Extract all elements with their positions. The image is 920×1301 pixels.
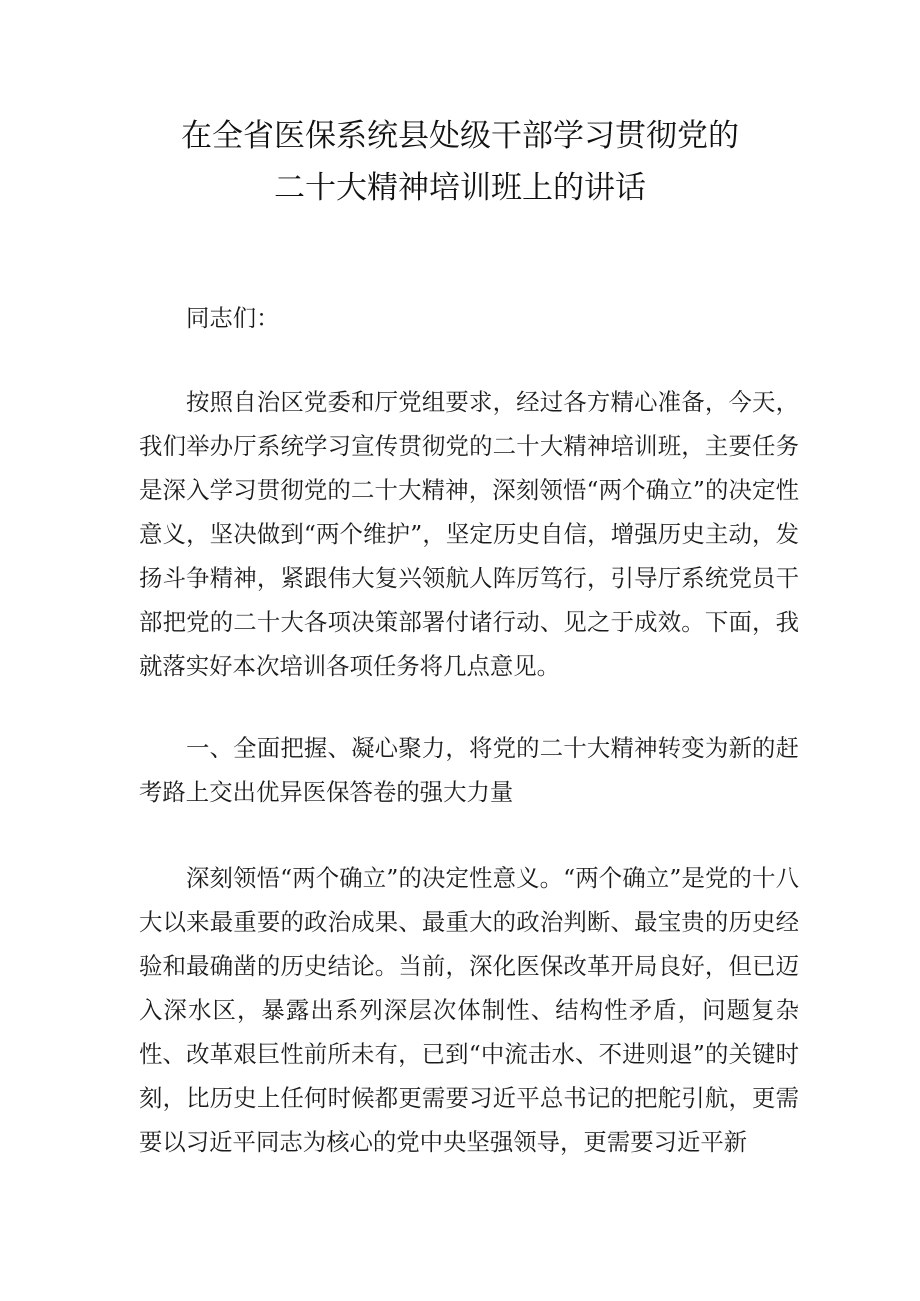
document-title-line-1: 在全省医保系统县处级干部学习贯彻党的	[181, 118, 739, 154]
section-1-paragraph: 深刻领悟“两个确立”的决定性意义。“两个确立”是党的十八大以来最重要的政治成果、最重大的政治判断、最宝贵的历史经验和最确凿的历史结论。当前，深化医保改革开局良好，但已迈入深水区，暴露出系列深层次体制性、结构性矛盾，问题复杂性、改革艰巨性前所未有，已到“中流击水、不进则退”的关键时刻，比历史上任何时候都更需要习近平总书记的把舵引航，更需要以习近平同志为核心的党中央坚强领导，更需要习近平新	[139, 864, 799, 1156]
document-title-line-2: 二十大精神培训班上的讲话	[274, 170, 646, 206]
section-heading-1: 一、全面把握、凝心聚力，将党的二十大精神转变为新的赶考路上交出优异医保答卷的强大力量	[139, 734, 799, 806]
opening-paragraph: 按照自治区党委和厅党组要求，经过各方精心准备，今天，我们举办厅系统学习宣传贯彻党的二十大精神培训班，主要任务是深入学习贯彻党的二十大精神，深刻领悟“两个确立”的决定性意义，坚决做到“两个维护”，坚定历史自信，增强历史主动，发扬斗争精神，紧跟伟大复兴领航人阵厉笃行，引导厅系统党员干部把党的二十大各项决策部署付诸行动、见之于成效。下面，我就落实好本次培训各项任务将几点意见。	[139, 388, 799, 680]
salutation: 同志们：	[186, 304, 280, 332]
